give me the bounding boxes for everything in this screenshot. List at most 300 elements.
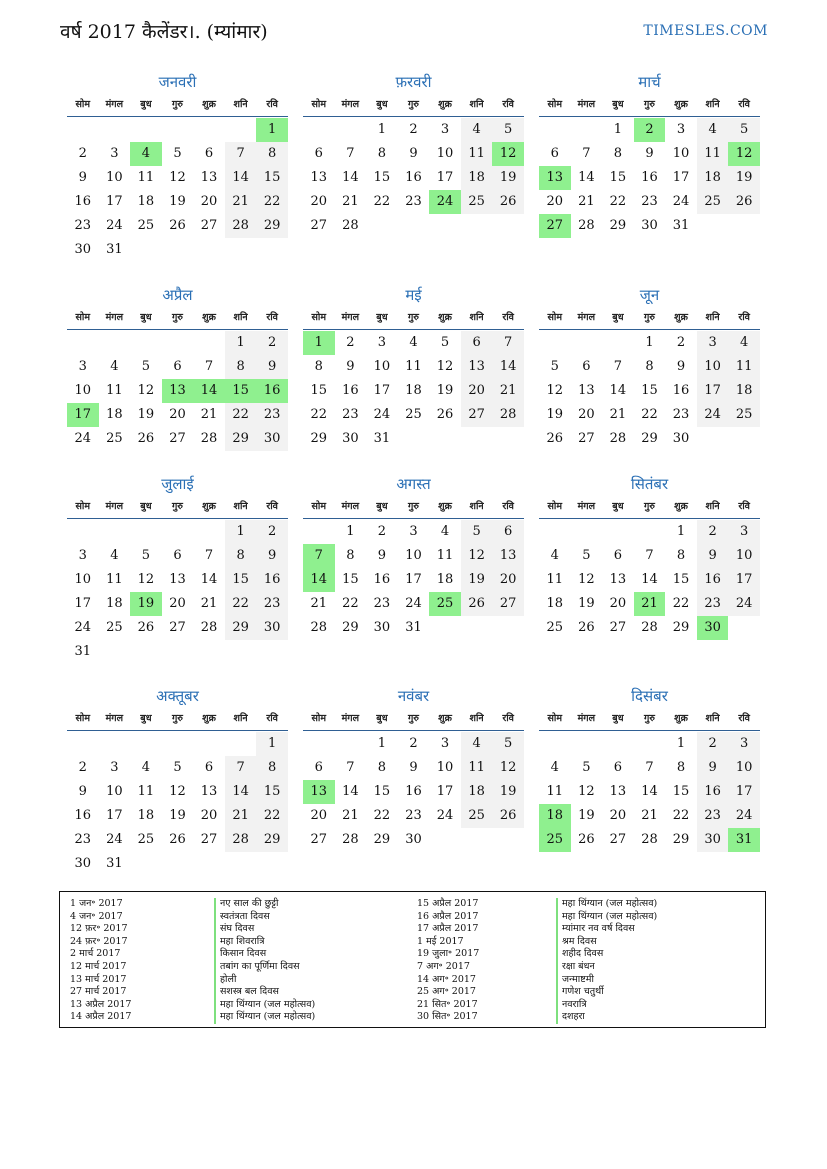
day-cell[interactable]: 24: [106, 832, 123, 847]
holiday-day-cell[interactable]: 1: [256, 118, 288, 142]
day-cell[interactable]: 16: [641, 170, 658, 185]
day-cell[interactable]: 17: [436, 170, 454, 185]
day-cell[interactable]: 3: [110, 146, 119, 161]
day-cell[interactable]: 28: [641, 832, 658, 847]
holiday-day-cell[interactable]: 4: [130, 142, 162, 166]
day-cell[interactable]: 7: [204, 359, 214, 374]
day-cell[interactable]: 16: [405, 784, 422, 799]
day-cell[interactable]: 26: [492, 190, 524, 214]
day-cell[interactable]: 28: [641, 620, 658, 635]
day-cell[interactable]: 21: [200, 407, 218, 422]
day-cell[interactable]: 5: [141, 359, 151, 374]
day-cell[interactable]: 23: [256, 403, 288, 427]
day-cell[interactable]: 18: [405, 383, 422, 398]
holiday-day-cell[interactable]: 12: [728, 142, 760, 166]
day-cell[interactable]: 3: [728, 732, 760, 756]
day-cell[interactable]: 11: [697, 142, 729, 166]
day-cell[interactable]: 21: [225, 190, 257, 214]
day-cell[interactable]: 26: [169, 218, 186, 233]
day-cell[interactable]: 6: [173, 359, 182, 374]
day-cell[interactable]: 29: [256, 214, 288, 238]
day-cell[interactable]: 23: [405, 194, 422, 209]
day-cell[interactable]: 11: [728, 355, 760, 379]
day-cell[interactable]: 23: [641, 194, 658, 209]
holiday-day-cell[interactable]: 13: [539, 166, 571, 190]
day-cell[interactable]: 23: [342, 407, 359, 422]
day-cell[interactable]: 26: [461, 592, 493, 616]
day-cell[interactable]: 27: [200, 218, 218, 233]
day-cell[interactable]: 4: [141, 760, 151, 775]
day-cell[interactable]: 31: [672, 218, 690, 233]
day-cell[interactable]: 18: [461, 780, 493, 804]
day-cell[interactable]: 16: [697, 568, 729, 592]
day-cell[interactable]: 9: [645, 146, 654, 161]
day-cell[interactable]: 19: [436, 383, 454, 398]
holiday-day-cell[interactable]: 31: [728, 828, 760, 852]
day-cell[interactable]: 9: [697, 544, 729, 568]
day-cell[interactable]: 8: [613, 146, 623, 161]
day-cell[interactable]: 26: [137, 620, 155, 635]
day-cell[interactable]: 13: [310, 170, 328, 185]
day-cell[interactable]: 6: [613, 760, 623, 775]
day-cell[interactable]: 8: [346, 548, 355, 563]
day-cell[interactable]: 26: [492, 804, 524, 828]
day-cell[interactable]: 7: [346, 146, 355, 161]
day-cell[interactable]: 20: [609, 808, 627, 823]
day-cell[interactable]: 9: [409, 146, 418, 161]
day-cell[interactable]: 27: [609, 620, 627, 635]
day-cell[interactable]: 20: [492, 568, 524, 592]
day-cell[interactable]: 15: [225, 568, 257, 592]
day-cell[interactable]: 30: [256, 616, 288, 640]
day-cell[interactable]: 23: [672, 407, 690, 422]
day-cell[interactable]: 9: [78, 170, 87, 185]
day-cell[interactable]: 30: [697, 828, 729, 852]
day-cell[interactable]: 23: [405, 808, 422, 823]
day-cell[interactable]: 27: [310, 218, 328, 233]
day-cell[interactable]: 13: [578, 383, 595, 398]
day-cell[interactable]: 21: [609, 407, 627, 422]
holiday-day-cell[interactable]: 14: [193, 379, 225, 403]
day-cell[interactable]: 12: [137, 572, 155, 587]
day-cell[interactable]: 24: [373, 407, 391, 422]
day-cell[interactable]: 18: [106, 596, 123, 611]
day-cell[interactable]: 11: [546, 784, 564, 799]
day-cell[interactable]: 29: [672, 832, 690, 847]
day-cell[interactable]: 12: [169, 170, 186, 185]
day-cell[interactable]: 22: [310, 407, 328, 422]
day-cell[interactable]: 17: [697, 379, 729, 403]
day-cell[interactable]: 25: [461, 190, 493, 214]
day-cell[interactable]: 30: [342, 431, 359, 446]
day-cell[interactable]: 9: [409, 760, 418, 775]
day-cell[interactable]: 2: [256, 520, 288, 544]
day-cell[interactable]: 19: [169, 808, 186, 823]
day-cell[interactable]: 6: [492, 520, 524, 544]
day-cell[interactable]: 27: [310, 832, 328, 847]
day-cell[interactable]: 20: [310, 194, 328, 209]
day-cell[interactable]: 5: [173, 146, 182, 161]
day-cell[interactable]: 9: [676, 359, 686, 374]
day-cell[interactable]: 23: [697, 804, 729, 828]
day-cell[interactable]: 16: [74, 808, 92, 823]
holiday-day-cell[interactable]: 13: [162, 379, 194, 403]
day-cell[interactable]: 30: [405, 832, 422, 847]
day-cell[interactable]: 23: [74, 832, 92, 847]
day-cell[interactable]: 23: [373, 596, 391, 611]
day-cell[interactable]: 13: [169, 572, 186, 587]
day-cell[interactable]: 16: [405, 170, 422, 185]
day-cell[interactable]: 19: [578, 596, 595, 611]
day-cell[interactable]: 11: [546, 572, 564, 587]
day-cell[interactable]: 6: [173, 548, 182, 563]
day-cell[interactable]: 21: [200, 596, 218, 611]
day-cell[interactable]: 29: [672, 620, 690, 635]
day-cell[interactable]: 22: [373, 194, 391, 209]
day-cell[interactable]: 6: [582, 359, 591, 374]
day-cell[interactable]: 24: [405, 596, 422, 611]
holiday-day-cell[interactable]: 18: [539, 804, 571, 828]
day-cell[interactable]: 10: [74, 383, 92, 398]
holiday-day-cell[interactable]: 16: [256, 379, 288, 403]
day-cell[interactable]: 3: [728, 520, 760, 544]
day-cell[interactable]: 9: [697, 756, 729, 780]
day-cell[interactable]: 29: [373, 832, 391, 847]
day-cell[interactable]: 21: [310, 596, 328, 611]
day-cell[interactable]: 2: [676, 335, 686, 350]
holiday-day-cell[interactable]: 25: [539, 828, 571, 852]
day-cell[interactable]: 4: [110, 548, 119, 563]
day-cell[interactable]: 18: [436, 572, 454, 587]
day-cell[interactable]: 2: [697, 520, 729, 544]
day-cell[interactable]: 10: [436, 760, 454, 775]
day-cell[interactable]: 26: [546, 431, 564, 446]
day-cell[interactable]: 3: [110, 760, 119, 775]
day-cell[interactable]: 12: [169, 784, 186, 799]
day-cell[interactable]: 5: [492, 118, 524, 142]
day-cell[interactable]: 10: [405, 548, 422, 563]
day-cell[interactable]: 8: [225, 544, 257, 568]
day-cell[interactable]: 4: [461, 118, 493, 142]
day-cell[interactable]: 16: [342, 383, 359, 398]
day-cell[interactable]: 10: [436, 146, 454, 161]
day-cell[interactable]: 20: [546, 194, 564, 209]
day-cell[interactable]: 19: [728, 166, 760, 190]
day-cell[interactable]: 25: [405, 407, 422, 422]
day-cell[interactable]: 15: [609, 170, 627, 185]
day-cell[interactable]: 11: [461, 756, 493, 780]
day-cell[interactable]: 26: [436, 407, 454, 422]
day-cell[interactable]: 27: [169, 431, 186, 446]
day-cell[interactable]: 2: [409, 736, 418, 751]
day-cell[interactable]: 11: [436, 548, 454, 563]
day-cell[interactable]: 1: [645, 335, 654, 350]
day-cell[interactable]: 22: [672, 596, 690, 611]
day-cell[interactable]: 25: [546, 620, 564, 635]
day-cell[interactable]: 14: [492, 355, 524, 379]
day-cell[interactable]: 30: [641, 218, 658, 233]
day-cell[interactable]: 31: [74, 644, 92, 659]
day-cell[interactable]: 28: [578, 218, 595, 233]
day-cell[interactable]: 20: [310, 808, 328, 823]
day-cell[interactable]: 8: [256, 756, 288, 780]
day-cell[interactable]: 12: [461, 544, 493, 568]
day-cell[interactable]: 4: [409, 335, 418, 350]
day-cell[interactable]: 10: [697, 355, 729, 379]
day-cell[interactable]: 18: [137, 194, 155, 209]
day-cell[interactable]: 15: [256, 166, 288, 190]
day-cell[interactable]: 16: [74, 194, 92, 209]
day-cell[interactable]: 29: [342, 620, 359, 635]
day-cell[interactable]: 28: [492, 403, 524, 427]
day-cell[interactable]: 9: [78, 784, 87, 799]
day-cell[interactable]: 5: [461, 520, 493, 544]
day-cell[interactable]: 1: [225, 331, 257, 355]
day-cell[interactable]: 16: [373, 572, 391, 587]
day-cell[interactable]: 1: [613, 122, 623, 137]
day-cell[interactable]: 27: [578, 431, 595, 446]
day-cell[interactable]: 21: [342, 808, 359, 823]
day-cell[interactable]: 6: [613, 548, 623, 563]
day-cell[interactable]: 11: [137, 170, 155, 185]
day-cell[interactable]: 10: [74, 572, 92, 587]
day-cell[interactable]: 18: [461, 166, 493, 190]
holiday-day-cell[interactable]: 13: [303, 780, 335, 804]
day-cell[interactable]: 8: [377, 146, 387, 161]
day-cell[interactable]: 27: [461, 403, 493, 427]
day-cell[interactable]: 6: [204, 146, 214, 161]
day-cell[interactable]: 2: [409, 122, 418, 137]
day-cell[interactable]: 18: [137, 808, 155, 823]
day-cell[interactable]: 27: [169, 620, 186, 635]
day-cell[interactable]: 18: [106, 407, 123, 422]
day-cell[interactable]: 27: [200, 832, 218, 847]
day-cell[interactable]: 22: [225, 403, 257, 427]
day-cell[interactable]: 10: [106, 784, 123, 799]
day-cell[interactable]: 5: [141, 548, 151, 563]
day-cell[interactable]: 16: [697, 780, 729, 804]
day-cell[interactable]: 25: [697, 190, 729, 214]
day-cell[interactable]: 20: [169, 596, 186, 611]
day-cell[interactable]: 5: [550, 359, 559, 374]
holiday-day-cell[interactable]: 14: [303, 568, 335, 592]
day-cell[interactable]: 20: [200, 194, 218, 209]
day-cell[interactable]: 15: [672, 784, 690, 799]
day-cell[interactable]: 17: [728, 568, 760, 592]
day-cell[interactable]: 11: [405, 359, 422, 374]
day-cell[interactable]: 14: [225, 780, 257, 804]
day-cell[interactable]: 26: [137, 431, 155, 446]
day-cell[interactable]: 1: [256, 732, 288, 756]
day-cell[interactable]: 9: [256, 355, 288, 379]
day-cell[interactable]: 16: [672, 383, 690, 398]
day-cell[interactable]: 28: [310, 620, 328, 635]
day-cell[interactable]: 15: [342, 572, 359, 587]
day-cell[interactable]: 2: [78, 760, 87, 775]
day-cell[interactable]: 10: [728, 544, 760, 568]
day-cell[interactable]: 29: [225, 616, 257, 640]
day-cell[interactable]: 6: [461, 331, 493, 355]
day-cell[interactable]: 29: [310, 431, 328, 446]
day-cell[interactable]: 30: [672, 431, 690, 446]
day-cell[interactable]: 2: [256, 331, 288, 355]
day-cell[interactable]: 25: [461, 804, 493, 828]
day-cell[interactable]: 14: [225, 166, 257, 190]
day-cell[interactable]: 15: [256, 780, 288, 804]
day-cell[interactable]: 12: [137, 383, 155, 398]
day-cell[interactable]: 10: [728, 756, 760, 780]
day-cell[interactable]: 17: [373, 383, 391, 398]
day-cell[interactable]: 4: [550, 760, 559, 775]
day-cell[interactable]: 26: [728, 190, 760, 214]
day-cell[interactable]: 27: [492, 592, 524, 616]
day-cell[interactable]: 14: [641, 784, 658, 799]
day-cell[interactable]: 4: [550, 548, 559, 563]
day-cell[interactable]: 5: [582, 548, 591, 563]
day-cell[interactable]: 24: [728, 804, 760, 828]
day-cell[interactable]: 4: [461, 732, 493, 756]
day-cell[interactable]: 24: [436, 808, 454, 823]
day-cell[interactable]: 5: [582, 760, 591, 775]
day-cell[interactable]: 22: [225, 592, 257, 616]
holiday-day-cell[interactable]: 15: [225, 379, 257, 403]
day-cell[interactable]: 21: [225, 804, 257, 828]
day-cell[interactable]: 31: [405, 620, 422, 635]
holiday-day-cell[interactable]: 7: [303, 544, 335, 568]
day-cell[interactable]: 24: [672, 194, 690, 209]
holiday-day-cell[interactable]: 24: [429, 190, 461, 214]
day-cell[interactable]: 10: [373, 359, 391, 374]
day-cell[interactable]: 17: [74, 596, 92, 611]
day-cell[interactable]: 29: [256, 828, 288, 852]
day-cell[interactable]: 25: [106, 431, 123, 446]
day-cell[interactable]: 22: [342, 596, 359, 611]
day-cell[interactable]: 12: [578, 572, 595, 587]
holiday-day-cell[interactable]: 2: [634, 118, 666, 142]
day-cell[interactable]: 15: [310, 383, 328, 398]
day-cell[interactable]: 1: [676, 524, 686, 539]
day-cell[interactable]: 8: [645, 359, 654, 374]
day-cell[interactable]: 20: [200, 808, 218, 823]
holiday-day-cell[interactable]: 17: [67, 403, 99, 427]
day-cell[interactable]: 15: [641, 383, 658, 398]
day-cell[interactable]: 7: [613, 359, 623, 374]
day-cell[interactable]: 17: [106, 808, 123, 823]
day-cell[interactable]: 3: [697, 331, 729, 355]
day-cell[interactable]: 2: [346, 335, 355, 350]
day-cell[interactable]: 31: [106, 242, 123, 257]
day-cell[interactable]: 9: [377, 548, 387, 563]
day-cell[interactable]: 17: [728, 780, 760, 804]
day-cell[interactable]: 4: [728, 331, 760, 355]
day-cell[interactable]: 20: [578, 407, 595, 422]
day-cell[interactable]: 14: [609, 383, 627, 398]
day-cell[interactable]: 8: [314, 359, 323, 374]
day-cell[interactable]: 28: [200, 620, 218, 635]
day-cell[interactable]: 14: [200, 572, 218, 587]
day-cell[interactable]: 21: [342, 194, 359, 209]
holiday-day-cell[interactable]: 19: [130, 592, 162, 616]
day-cell[interactable]: 22: [256, 804, 288, 828]
day-cell[interactable]: 1: [377, 122, 387, 137]
day-cell[interactable]: 7: [346, 760, 355, 775]
day-cell[interactable]: 22: [609, 194, 627, 209]
day-cell[interactable]: 19: [169, 194, 186, 209]
day-cell[interactable]: 13: [461, 355, 493, 379]
day-cell[interactable]: 23: [256, 592, 288, 616]
day-cell[interactable]: 13: [609, 784, 627, 799]
site-link[interactable]: TIMESLES.COM: [643, 23, 768, 39]
day-cell[interactable]: 3: [409, 524, 418, 539]
day-cell[interactable]: 8: [676, 760, 686, 775]
day-cell[interactable]: 28: [225, 214, 257, 238]
day-cell[interactable]: 11: [106, 383, 123, 398]
day-cell[interactable]: 20: [461, 379, 493, 403]
day-cell[interactable]: 5: [492, 732, 524, 756]
day-cell[interactable]: 4: [440, 524, 450, 539]
day-cell[interactable]: 19: [578, 808, 595, 823]
day-cell[interactable]: 4: [110, 359, 119, 374]
day-cell[interactable]: 19: [492, 166, 524, 190]
day-cell[interactable]: 30: [74, 242, 92, 257]
day-cell[interactable]: 21: [492, 379, 524, 403]
day-cell[interactable]: 24: [106, 218, 123, 233]
day-cell[interactable]: 18: [697, 166, 729, 190]
holiday-day-cell[interactable]: 25: [429, 592, 461, 616]
day-cell[interactable]: 17: [436, 784, 454, 799]
day-cell[interactable]: 22: [373, 808, 391, 823]
day-cell[interactable]: 28: [225, 828, 257, 852]
day-cell[interactable]: 11: [106, 572, 123, 587]
day-cell[interactable]: 25: [137, 832, 155, 847]
day-cell[interactable]: 22: [641, 407, 658, 422]
day-cell[interactable]: 27: [609, 832, 627, 847]
day-cell[interactable]: 7: [582, 146, 591, 161]
day-cell[interactable]: 12: [546, 383, 564, 398]
day-cell[interactable]: 8: [256, 142, 288, 166]
day-cell[interactable]: 29: [225, 427, 257, 451]
day-cell[interactable]: 3: [78, 359, 87, 374]
day-cell[interactable]: 18: [546, 596, 564, 611]
day-cell[interactable]: 13: [200, 170, 218, 185]
day-cell[interactable]: 3: [440, 122, 450, 137]
day-cell[interactable]: 22: [672, 808, 690, 823]
day-cell[interactable]: 1: [377, 736, 387, 751]
holiday-day-cell[interactable]: 27: [539, 214, 571, 238]
day-cell[interactable]: 16: [256, 568, 288, 592]
day-cell[interactable]: 8: [225, 355, 257, 379]
day-cell[interactable]: 21: [578, 194, 595, 209]
day-cell[interactable]: 7: [225, 142, 257, 166]
day-cell[interactable]: 2: [377, 524, 387, 539]
day-cell[interactable]: 10: [672, 146, 690, 161]
day-cell[interactable]: 15: [373, 784, 391, 799]
holiday-day-cell[interactable]: 12: [492, 142, 524, 166]
day-cell[interactable]: 3: [377, 335, 387, 350]
day-cell[interactable]: 19: [137, 407, 155, 422]
day-cell[interactable]: 30: [256, 427, 288, 451]
day-cell[interactable]: 13: [492, 544, 524, 568]
day-cell[interactable]: 26: [578, 620, 595, 635]
day-cell[interactable]: 26: [578, 832, 595, 847]
day-cell[interactable]: 25: [137, 218, 155, 233]
day-cell[interactable]: 15: [373, 170, 391, 185]
day-cell[interactable]: 6: [314, 146, 323, 161]
day-cell[interactable]: 6: [204, 760, 214, 775]
day-cell[interactable]: 28: [609, 431, 627, 446]
day-cell[interactable]: 3: [78, 548, 87, 563]
day-cell[interactable]: 26: [169, 832, 186, 847]
